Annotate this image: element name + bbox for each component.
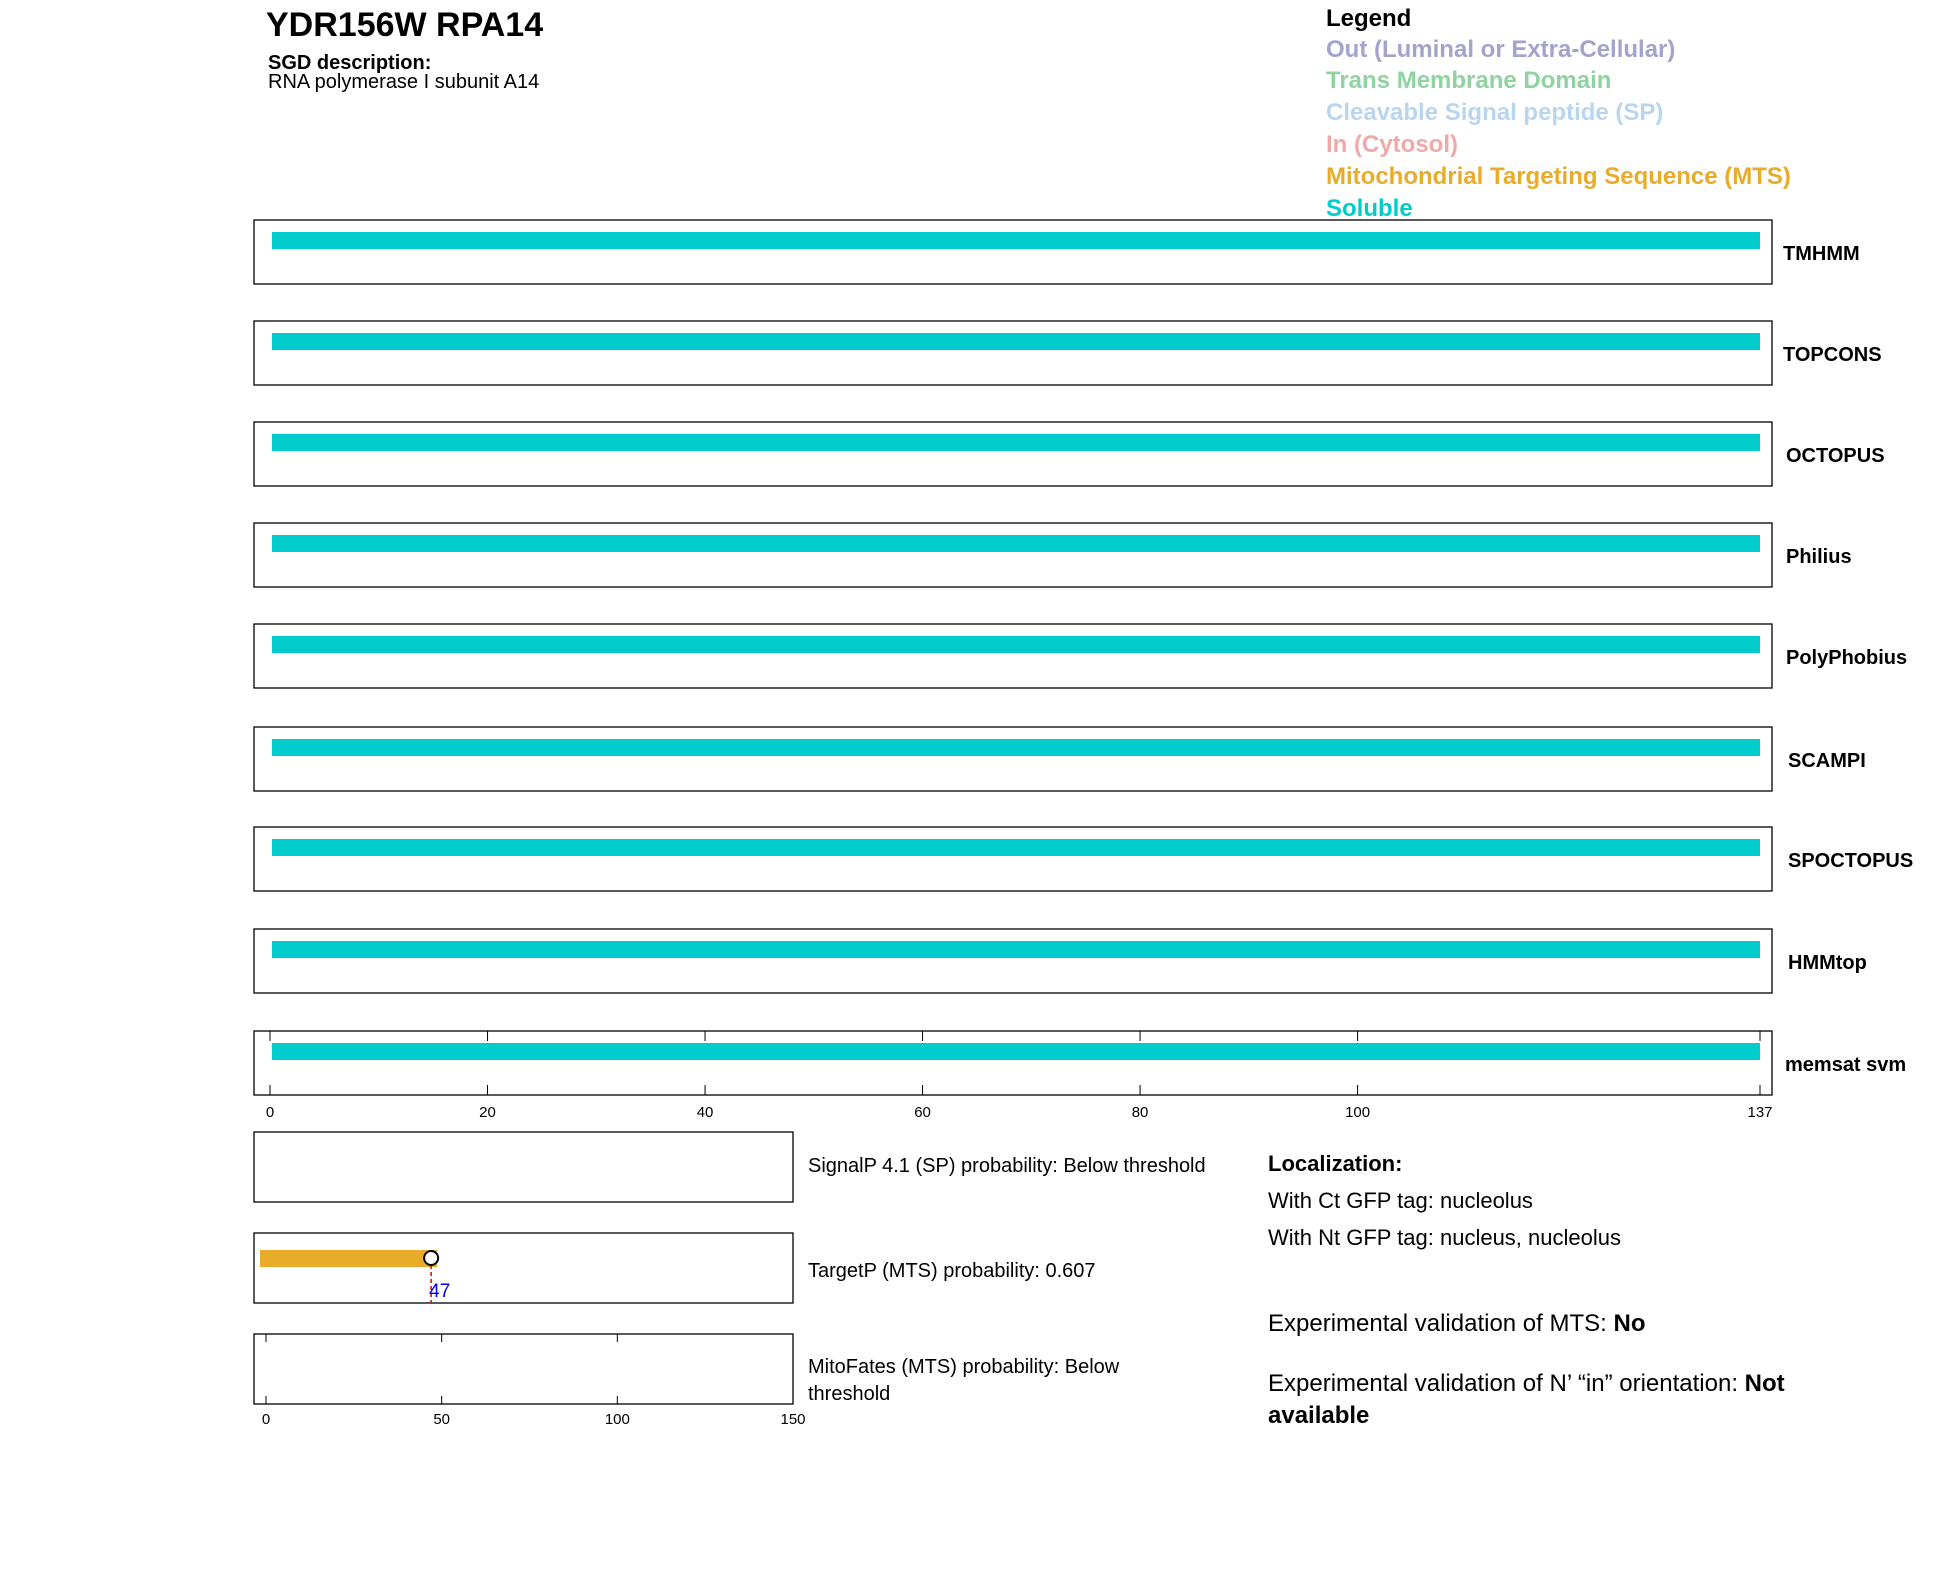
x-tick-label: 20 xyxy=(479,1104,496,1121)
track-label: memsat svm xyxy=(1785,1054,1907,1076)
cleavage-site-marker xyxy=(424,1251,438,1265)
legend-item-mts: Mitochondrial Targeting Sequence (MTS) xyxy=(1326,163,1791,190)
x-tick-label: 150 xyxy=(780,1411,806,1428)
nin-validation xyxy=(1268,1368,1868,1432)
track-frame xyxy=(254,422,1772,486)
x-tick-label: 80 xyxy=(1131,1104,1149,1121)
mts-validation-label: Experimental validation of MTS: xyxy=(1268,1310,1614,1337)
soluble-segment xyxy=(272,941,1760,958)
soluble-segment xyxy=(272,434,1760,451)
legend-item-out: Out (Luminal or Extra-Cellular) xyxy=(1326,36,1676,63)
predictor-label: threshold xyxy=(808,1383,891,1405)
track-label: HMMtop xyxy=(1788,952,1867,974)
x-tick-label: 100 xyxy=(604,1411,630,1428)
soluble-segment xyxy=(272,535,1760,552)
predictor-frame xyxy=(254,1233,793,1303)
track-frame xyxy=(254,929,1772,993)
predictor-label: SignalP 4.1 (SP) probability: Below threshold xyxy=(808,1155,1206,1177)
x-tick-label: 100 xyxy=(1345,1104,1371,1121)
track-frame xyxy=(254,523,1772,587)
track-label: Philius xyxy=(1786,546,1852,568)
cleavage-site-label: 47 xyxy=(429,1281,451,1302)
soluble-segment xyxy=(272,232,1760,249)
x-tick-label: 0 xyxy=(265,1104,275,1121)
legend-item-soluble: Soluble xyxy=(1326,195,1413,222)
predictor-label: TargetP (MTS) probability: 0.607 xyxy=(808,1260,1096,1282)
x-tick-label: 0 xyxy=(261,1411,271,1428)
legend-title: Legend xyxy=(1326,5,1412,32)
track-label: PolyPhobius xyxy=(1786,647,1908,669)
soluble-segment xyxy=(272,1043,1760,1060)
track-label: SCAMPI xyxy=(1788,750,1866,772)
track-label: TOPCONS xyxy=(1783,344,1882,366)
x-tick-label: 137 xyxy=(1747,1104,1773,1121)
track-frame xyxy=(254,1031,1772,1095)
track-label: OCTOPUS xyxy=(1786,445,1885,467)
predictor-frame xyxy=(254,1132,793,1202)
legend-item-in: In (Cytosol) xyxy=(1326,131,1458,158)
x-tick-label: 40 xyxy=(696,1104,714,1121)
legend-item-tm: Trans Membrane Domain xyxy=(1326,67,1612,94)
x-tick-label: 60 xyxy=(914,1104,931,1121)
track-label: SPOCTOPUS xyxy=(1788,850,1914,872)
track-label: TMHMM xyxy=(1783,243,1860,265)
sgd-description-label: SGD description: xyxy=(268,52,432,74)
track-frame xyxy=(254,727,1772,791)
legend-item-sp: Cleavable Signal peptide (SP) xyxy=(1326,99,1664,126)
track-frame xyxy=(254,624,1772,688)
mts-validation xyxy=(1268,1310,1645,1338)
mts-validation-value: No xyxy=(1613,1310,1646,1337)
soluble-segment xyxy=(272,839,1760,856)
sgd-description-text: RNA polymerase I subunit A14 xyxy=(268,71,540,93)
soluble-segment xyxy=(272,333,1760,350)
nin-validation-label: Experimental validation of N’ “in” orientation: xyxy=(1268,1370,1745,1397)
mts-segment xyxy=(260,1250,437,1267)
localization-ct: With Ct GFP tag: nucleolus xyxy=(1268,1188,1533,1213)
track-frame xyxy=(254,827,1772,891)
x-tick-label: 50 xyxy=(433,1411,451,1428)
soluble-segment xyxy=(272,739,1760,756)
localization-nt: With Nt GFP tag: nucleus, nucleolus xyxy=(1268,1225,1621,1250)
soluble-segment xyxy=(272,636,1760,653)
predictor-label: MitoFates (MTS) probability: Below xyxy=(808,1356,1120,1378)
track-frame xyxy=(254,220,1772,284)
localization-title: Localization: xyxy=(1268,1151,1403,1176)
nin-validation-value: Not available xyxy=(1268,1370,1785,1429)
track-frame xyxy=(254,321,1772,385)
page-title: YDR156W RPA14 xyxy=(266,6,544,44)
predictor-frame xyxy=(254,1334,793,1404)
